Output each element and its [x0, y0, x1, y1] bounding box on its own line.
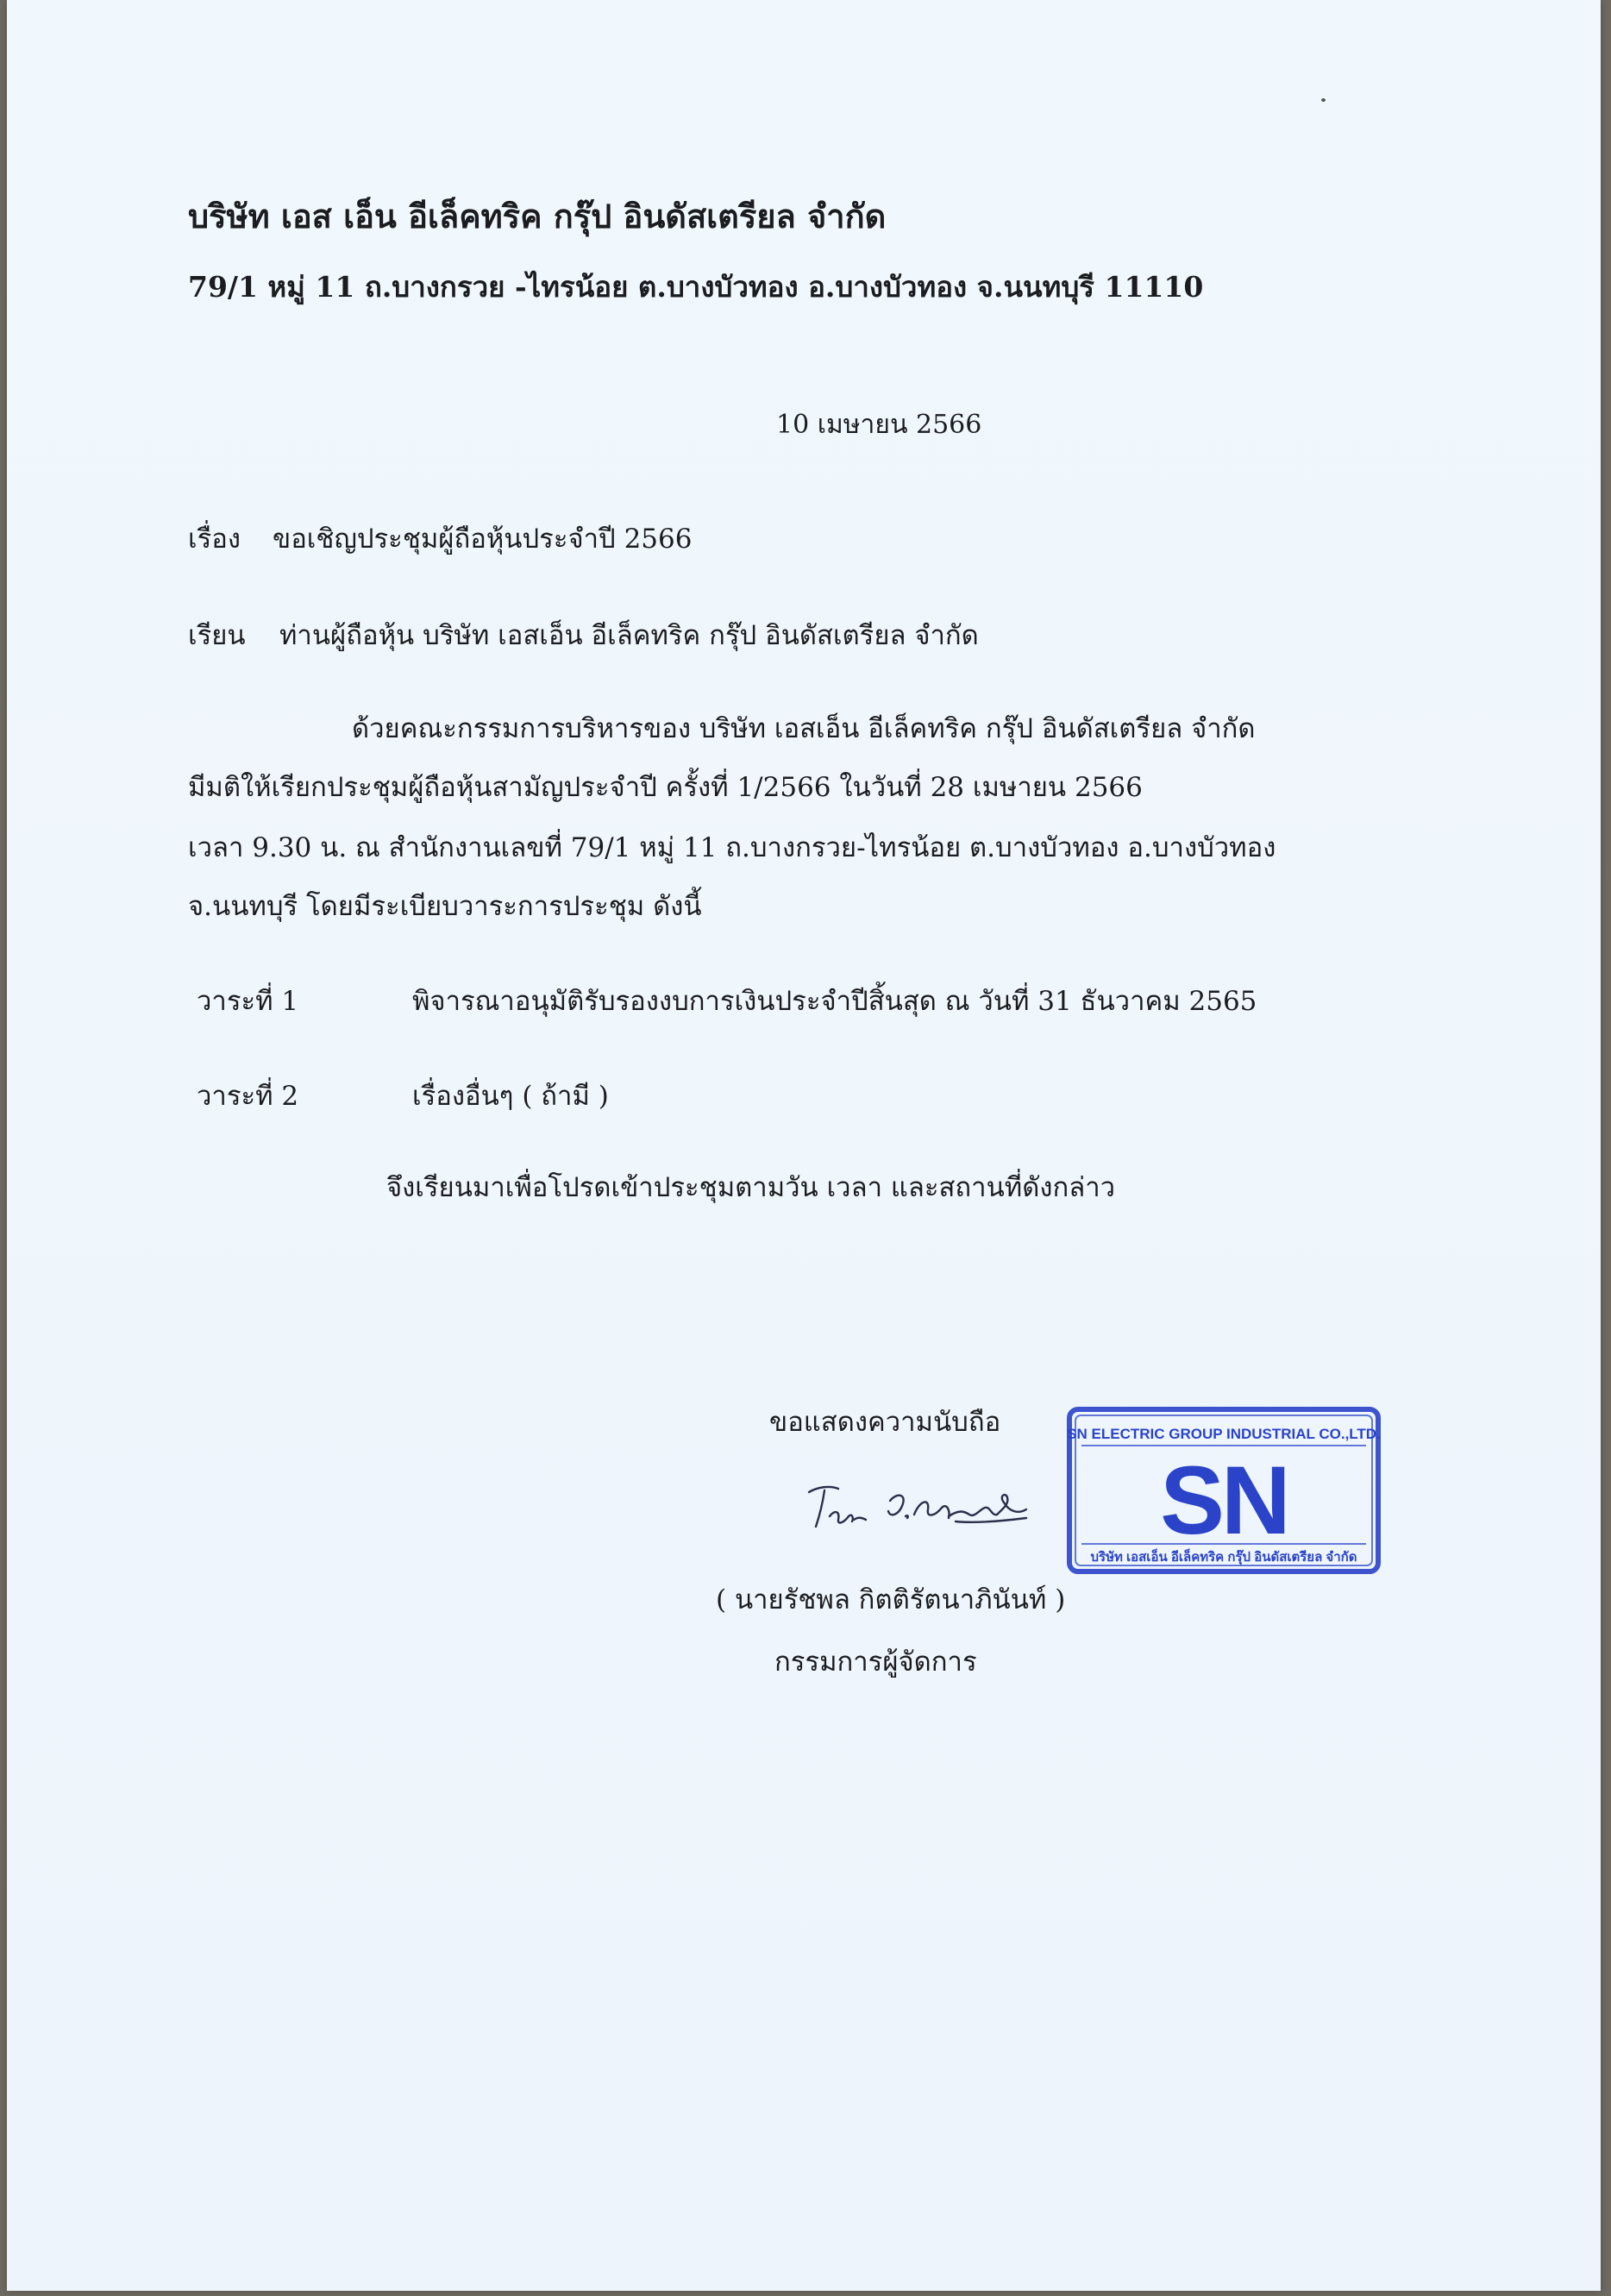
agenda-item-1-label: วาระที่ 1 — [197, 986, 299, 1017]
paper-speck — [1321, 98, 1326, 102]
stamp-logo-text: SN — [1160, 1446, 1288, 1554]
body-line-3: เวลา 9.30 น. ณ สำนักงานเลขที่ 79/1 หมู่ 11 ถ.บางกรวย-ไทรน้อย ต.บางบัวทอง อ.บางบัวทอง — [188, 832, 1276, 863]
letter-date: 10 เมษายน 2566 — [776, 410, 982, 440]
stamp-bottom-text: บริษัท เอสเอ็น อีเล็คทริค กรุ๊ป อินดัสเตรียล จำกัด — [1090, 1550, 1357, 1565]
agenda-item-2-text: เรื่องอื่นๆ ( ถ้ามี ) — [412, 1081, 609, 1112]
subject-label: เรื่อง — [188, 524, 241, 555]
company-stamp — [1066, 1406, 1382, 1575]
handwritten-signature — [800, 1466, 1042, 1544]
stamp-top-text: SN ELECTRIC GROUP INDUSTRIAL CO.,LTD. — [1067, 1426, 1381, 1442]
agenda-item-2-label: วาระที่ 2 — [197, 1081, 299, 1112]
closing-line: จึงเรียนมาเพื่อโปรดเข้าประชุมตามวัน เวลา และสถานที่ดังกล่าว — [386, 1172, 1116, 1203]
body-line-4: จ.นนทบุรี โดยมีระเบียบวาระการประชุม ดังนี้ — [188, 891, 702, 922]
regards-line: ขอแสดงความนับถือ — [769, 1407, 1001, 1438]
agenda-item-1-text: พิจารณาอนุมัติรับรองงบการเงินประจำปีสิ้นสุด ณ วันที่ 31 ธันวาคม 2565 — [412, 986, 1257, 1017]
signer-title: กรรมการผู้จัดการ — [774, 1647, 977, 1678]
recipient-text: ท่านผู้ถือหุ้น บริษัท เอสเอ็น อีเล็คทริค กรุ๊ป อินดัสเตรียล จำกัด — [279, 620, 979, 651]
recipient-label: เรียน — [188, 620, 246, 651]
letter-page — [7, 0, 1601, 2291]
body-line-1: ด้วยคณะกรรมการบริหารของ บริษัท เอสเอ็น อีเล็คทริค กรุ๊ป อินดัสเตรียล จำกัด — [352, 713, 1256, 744]
company-name: บริษัท เอส เอ็น อีเล็คทริค กรุ๊ป อินดัสเตรียล จำกัด — [188, 197, 887, 235]
subject-text: ขอเชิญประชุมผู้ถือหุ้นประจำปี 2566 — [273, 524, 693, 555]
company-address: 79/1 หมู่ 11 ถ.บางกรวย -ไทรน้อย ต.บางบัวทอง อ.บางบัวทอง จ.นนทบุรี 11110 — [188, 270, 1204, 304]
signer-name: ( นายรัชพล กิตติรัตนาภินันท์ ) — [716, 1584, 1066, 1615]
body-line-2: มีมติให้เรียกประชุมผู้ถือหุ้นสามัญประจำปี ครั้งที่ 1/2566 ในวันที่ 28 เมษายน 2566 — [188, 772, 1143, 803]
